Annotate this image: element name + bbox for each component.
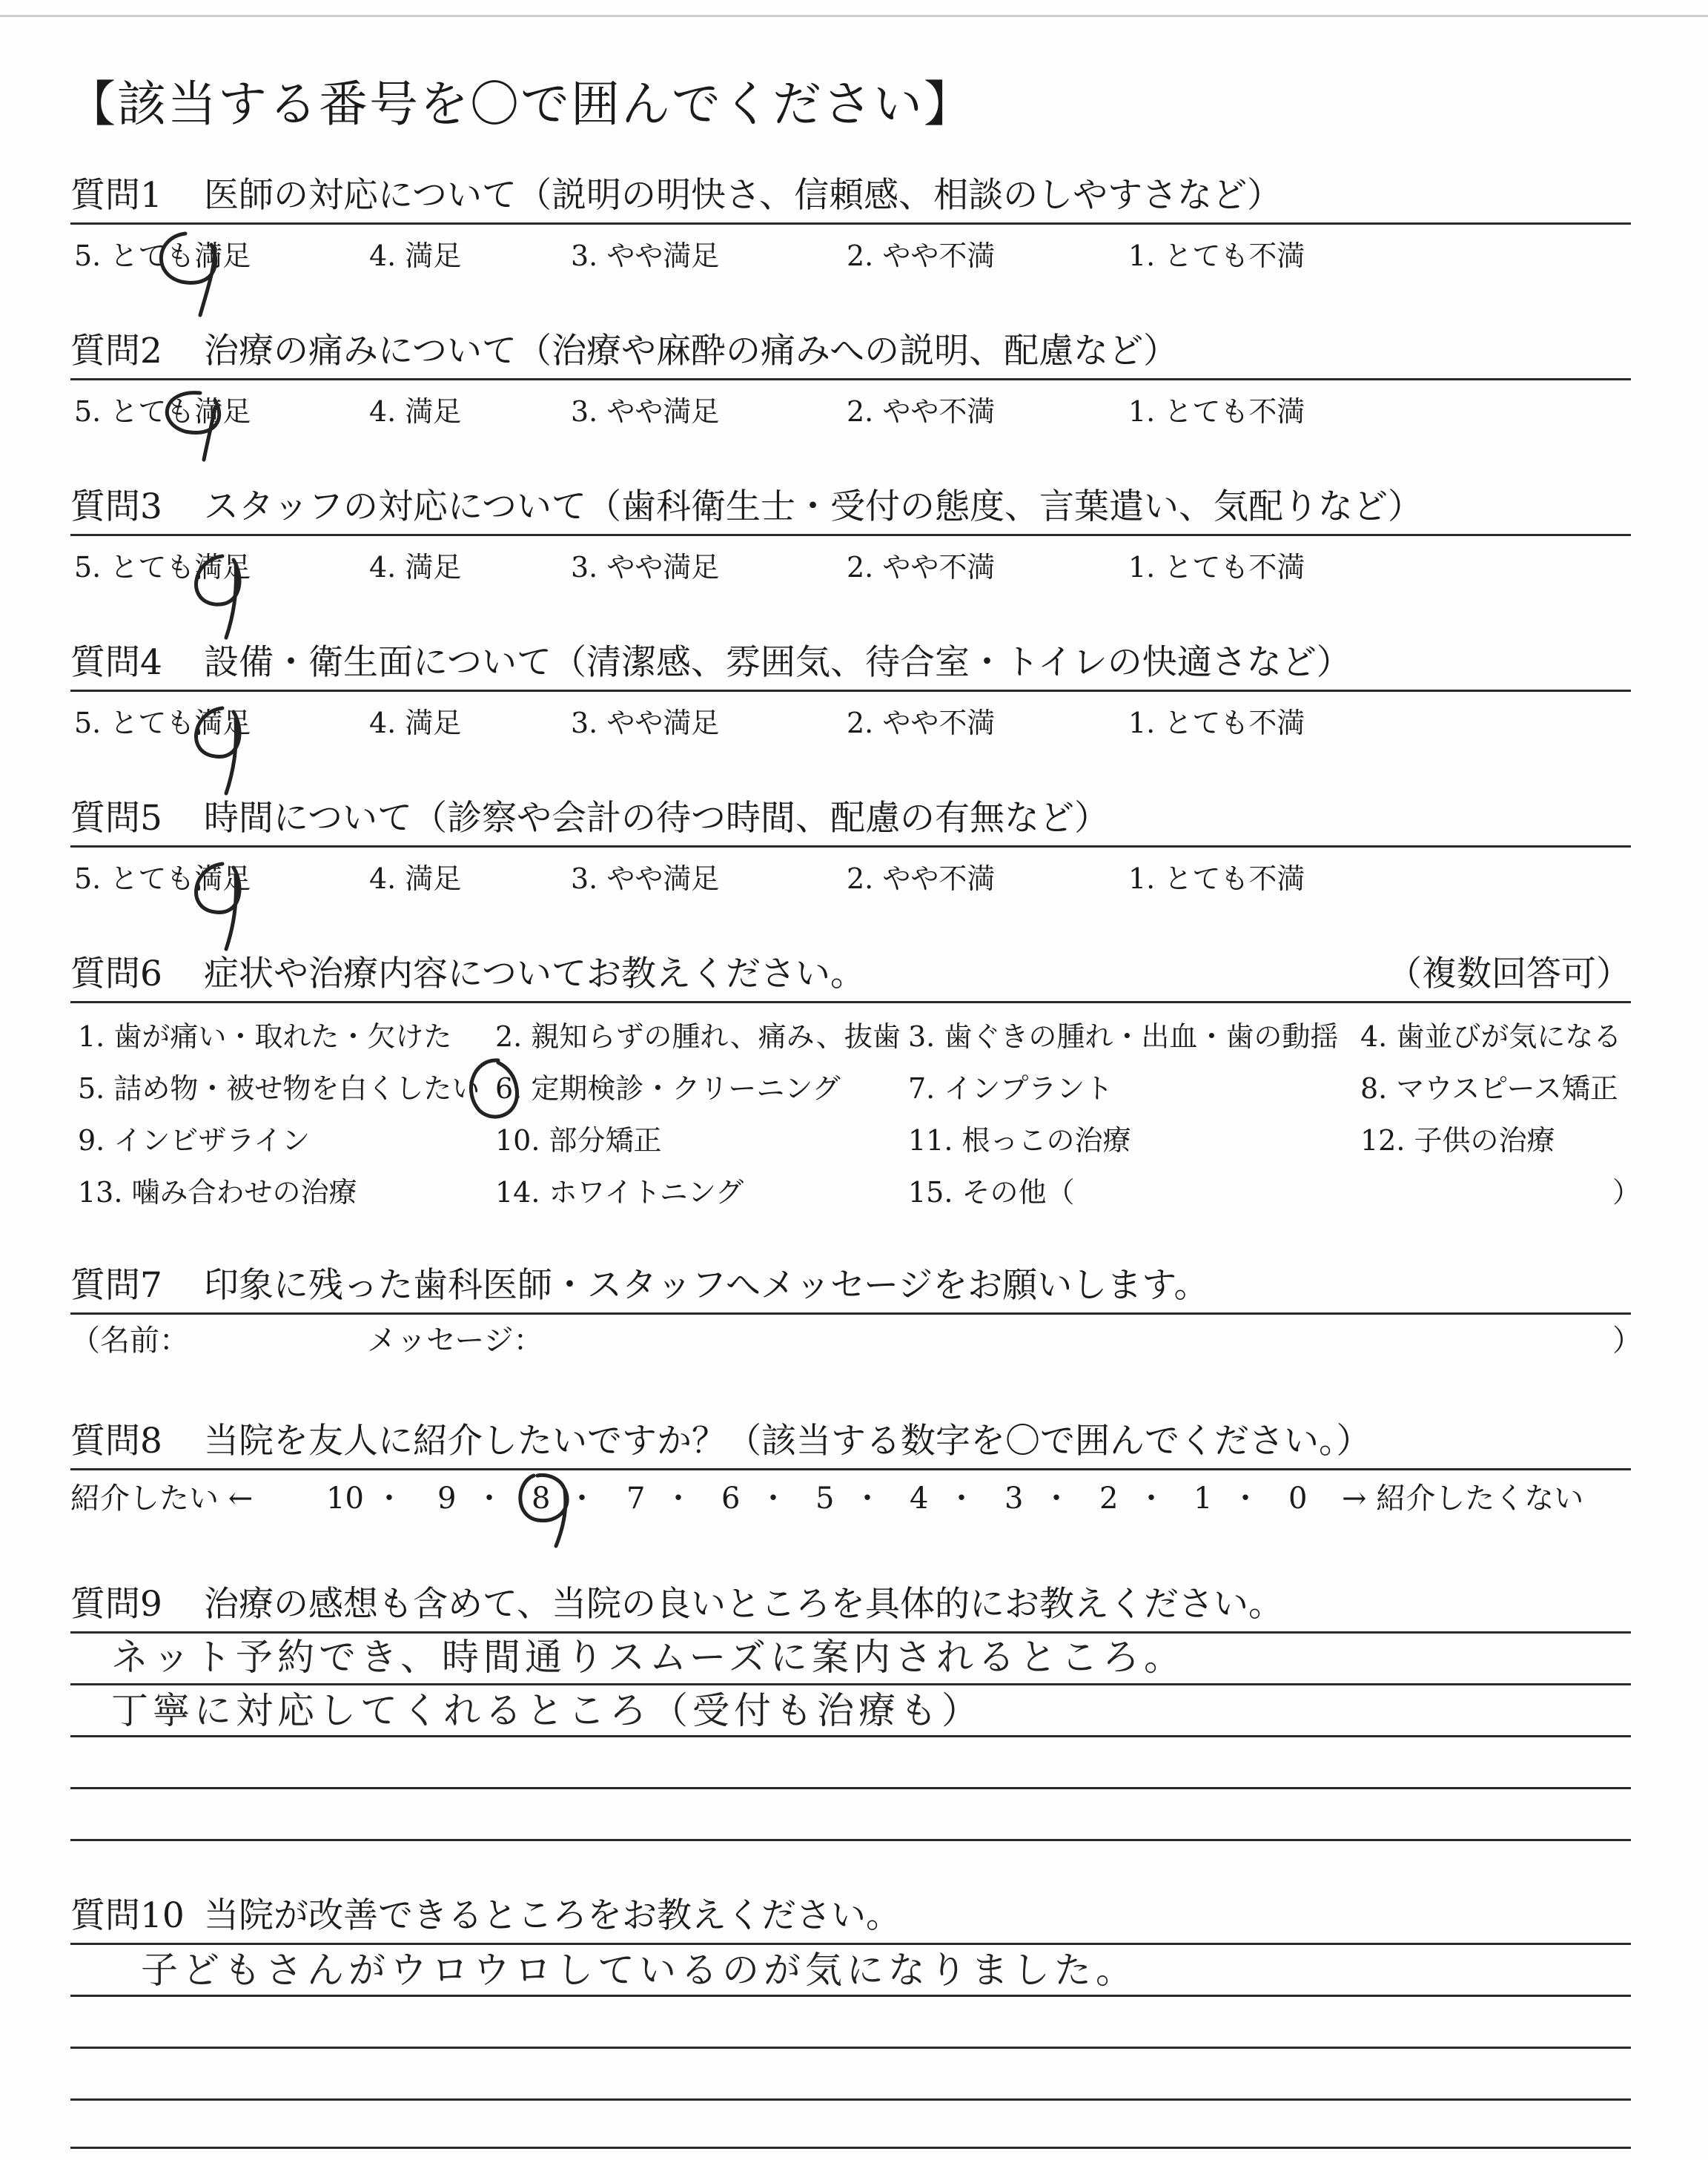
question-text: 治療の感想も含めて、当院の良いところを具体的にお教えください。	[204, 1584, 1284, 1625]
handwritten-answer-q10: 子どもさんがウロウロしているのが気になりました。	[141, 1949, 1137, 1992]
option-3[interactable]: 3. やや満足	[571, 240, 720, 272]
question-text: 当院を友人に紹介したいですか？（該当する数字を〇で囲んでください。）	[204, 1421, 1371, 1462]
option-4[interactable]: 4. 満足	[369, 551, 462, 584]
selection-mark-q3	[171, 534, 259, 645]
symptom-item[interactable]: 1. 歯が痛い・取れた・欠けた	[78, 1020, 452, 1053]
scale-value[interactable]: 0	[1288, 1482, 1308, 1516]
symptom-item[interactable]: 9. インビザライン	[78, 1124, 311, 1157]
message-label: メッセージ：	[367, 1324, 543, 1358]
question-text: 印象に残った歯科医師・スタッフへメッセージをお願いします。	[204, 1265, 1209, 1306]
page-top-edge	[0, 15, 1708, 17]
scale-dot: ・	[374, 1482, 404, 1516]
option-5[interactable]: 5. とても満足	[74, 395, 251, 428]
scale-value[interactable]: 9	[437, 1482, 457, 1516]
question-number: 質問8	[70, 1421, 162, 1462]
answer-line	[70, 1787, 1631, 1789]
other-close-paren: ）	[1612, 1176, 1641, 1209]
option-2[interactable]: 2. やや不満	[847, 862, 996, 895]
answer-line	[70, 1839, 1631, 1841]
symptom-item[interactable]: 4. 歯並びが気になる	[1360, 1020, 1622, 1053]
question-number: 質問6	[70, 954, 162, 994]
scale-value[interactable]: 1	[1194, 1482, 1213, 1516]
scale-value[interactable]: 10	[326, 1482, 364, 1516]
symptom-item[interactable]: 11. 根っこの治療	[908, 1124, 1131, 1157]
question-text: 当院が改善できるところをお教えください。	[204, 1895, 901, 1936]
question-number: 質問4	[70, 642, 162, 683]
scale-value[interactable]: 7	[626, 1482, 646, 1516]
question-1-title	[70, 172, 1282, 219]
scale-value[interactable]: 4	[910, 1482, 929, 1516]
question-number: 質問1	[70, 175, 162, 216]
scale-dot: ・	[567, 1482, 597, 1516]
symptom-item[interactable]: 12. 子供の治療	[1360, 1124, 1555, 1157]
question-10-title	[70, 1892, 901, 1940]
question-4-rule	[70, 690, 1631, 692]
selection-mark-q8	[504, 1464, 586, 1553]
scale-dot: ・	[1042, 1482, 1071, 1516]
multiple-answers-note: （複数回答可）	[1387, 954, 1631, 994]
answer-line	[70, 2047, 1631, 2049]
question-3-title	[70, 483, 1423, 531]
scale-dot: ・	[758, 1482, 788, 1516]
question-text: スタッフの対応について（歯科衛生士・受付の態度、言葉遣い、気配りなど）	[204, 486, 1423, 527]
question-number: 質問3	[70, 486, 162, 527]
option-2[interactable]: 2. やや不満	[847, 240, 996, 272]
name-label: （名前：	[70, 1324, 189, 1358]
symptom-item[interactable]: 7. インプラント	[908, 1072, 1113, 1105]
scale-value[interactable]: 3	[1004, 1482, 1024, 1516]
question-number: 質問7	[70, 1265, 162, 1306]
question-5-title	[70, 795, 1109, 842]
option-2[interactable]: 2. やや不満	[847, 707, 996, 739]
scale-dot: ・	[853, 1482, 882, 1516]
symptom-item[interactable]: 3. 歯ぐきの腫れ・出血・歯の動揺	[908, 1020, 1339, 1053]
question-text: 時間について（診察や会計の待つ時間、配慮の有無など）	[204, 798, 1110, 839]
option-3[interactable]: 3. やや満足	[571, 707, 720, 739]
selection-mark-q6	[454, 1051, 528, 1133]
answer-line	[70, 2147, 1631, 2149]
scale-value[interactable]: 2	[1099, 1482, 1119, 1516]
question-3-rule	[70, 534, 1631, 536]
symptom-item[interactable]: 13. 噛み合わせの治療	[78, 1176, 357, 1209]
question-4-title	[70, 639, 1351, 687]
question-8-rule	[70, 1468, 1631, 1470]
question-8-title	[70, 1418, 1371, 1465]
option-5[interactable]: 5. とても満足	[74, 862, 251, 895]
page-heading: 【該当する番号を〇で囲んでください】	[67, 76, 974, 133]
option-3[interactable]: 3. やや満足	[571, 862, 720, 895]
option-5[interactable]: 5. とても満足	[74, 551, 251, 584]
option-2[interactable]: 2. やや不満	[847, 395, 996, 428]
option-1[interactable]: 1. とても不満	[1128, 240, 1305, 272]
question-text: 治療の痛みについて（治療や麻酔の痛みへの説明、配慮など）	[204, 331, 1179, 371]
scale-value[interactable]: 6	[721, 1482, 741, 1516]
option-4[interactable]: 4. 満足	[369, 395, 462, 428]
scale-value[interactable]: 8	[532, 1482, 551, 1516]
question-text: 設備・衛生面について（清潔感、雰囲気、待合室・トイレの快適さなど）	[204, 642, 1351, 683]
option-5[interactable]: 5. とても満足	[74, 707, 251, 739]
selection-mark-q4	[171, 690, 259, 801]
scale-left-label: 紹介したい ←	[70, 1482, 254, 1516]
option-1[interactable]: 1. とても不満	[1128, 862, 1305, 895]
scale-right-label: → 紹介したくない	[1342, 1482, 1584, 1516]
option-4[interactable]: 4. 満足	[369, 240, 462, 272]
question-number: 質問9	[70, 1584, 162, 1625]
handwritten-answer-q9-line1: ネット予約でき、時間通りスムーズに案内されるところ。	[111, 1636, 1185, 1679]
symptom-item[interactable]: 5. 詰め物・被せ物を白くしたい	[78, 1072, 480, 1105]
scale-dot: ・	[474, 1482, 504, 1516]
selection-mark-q5	[171, 845, 259, 957]
question-1-rule	[70, 222, 1631, 225]
option-2[interactable]: 2. やや不満	[847, 551, 996, 584]
scale-dot: ・	[1136, 1482, 1166, 1516]
symptom-item[interactable]: 2. 親知らずの腫れ、痛み、抜歯	[495, 1020, 901, 1053]
question-number: 質問2	[70, 331, 162, 371]
question-7-title	[70, 1262, 1208, 1309]
symptom-item[interactable]: 8. マウスピース矯正	[1360, 1072, 1618, 1105]
question-2-rule	[70, 378, 1631, 380]
selection-mark-q2	[141, 378, 245, 467]
scale-dot: ・	[947, 1482, 976, 1516]
scale-dot: ・	[663, 1482, 693, 1516]
question-5-rule	[70, 845, 1631, 848]
question-6-rule	[70, 1001, 1631, 1003]
option-1[interactable]: 1. とても不満	[1128, 707, 1305, 739]
answer-line	[70, 2098, 1631, 2101]
question-number: 質問5	[70, 798, 162, 839]
symptom-item[interactable]: 6. 定期検診・クリーニング	[495, 1072, 841, 1105]
option-1[interactable]: 1. とても不満	[1128, 551, 1305, 584]
option-4[interactable]: 4. 満足	[369, 862, 462, 895]
question-6-title	[70, 951, 865, 998]
question-9-title	[70, 1581, 1283, 1628]
question-number: 質問10	[70, 1895, 185, 1936]
question-7-rule	[70, 1312, 1631, 1315]
question-2-title	[70, 328, 1178, 375]
option-4[interactable]: 4. 満足	[369, 707, 462, 739]
scale-value[interactable]: 5	[815, 1482, 835, 1516]
option-1[interactable]: 1. とても不満	[1128, 395, 1305, 428]
symptom-item-other[interactable]: 15. その他（	[908, 1176, 1075, 1209]
message-close-paren: ）	[1612, 1324, 1642, 1358]
scale-dot: ・	[1231, 1482, 1260, 1516]
selection-mark-q1	[141, 222, 245, 326]
symptom-item[interactable]: 14. ホワイトニング	[495, 1176, 744, 1209]
option-5[interactable]: 5. とても満足	[74, 240, 251, 272]
option-3[interactable]: 3. やや満足	[571, 551, 720, 584]
handwritten-answer-q9-line2: 丁寧に対応してくれるところ（受付も治療も）	[111, 1689, 983, 1732]
question-text: 症状や治療内容についてお教えください。	[204, 954, 866, 994]
symptom-item[interactable]: 10. 部分矯正	[495, 1124, 662, 1157]
option-3[interactable]: 3. やや満足	[571, 395, 720, 428]
question-text: 医師の対応について（説明の明快さ、信頼感、相談のしやすさなど）	[204, 175, 1282, 216]
